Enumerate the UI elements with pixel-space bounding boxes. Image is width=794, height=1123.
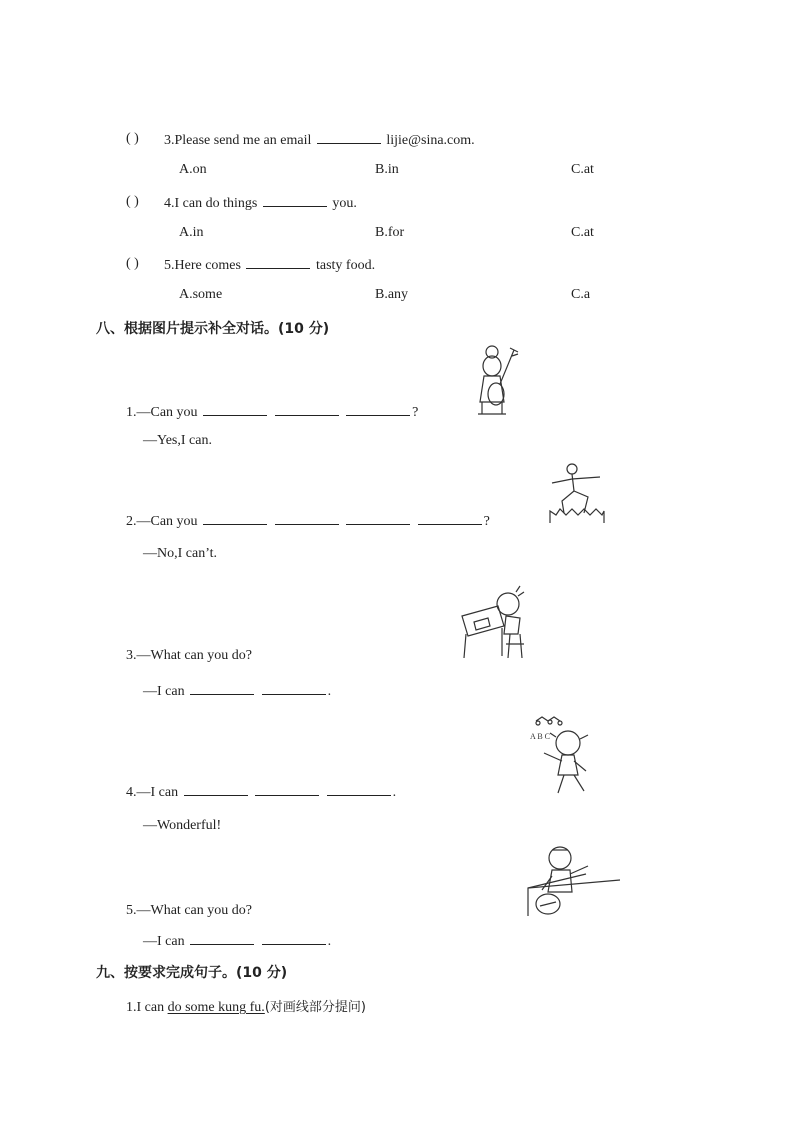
answer-blank[interactable]	[262, 932, 326, 945]
singing-girl-icon	[528, 713, 600, 797]
option-b: B.in	[375, 162, 399, 177]
question-stem	[164, 256, 375, 274]
question-stem	[164, 131, 475, 149]
stem-text: tasty food.	[315, 258, 376, 273]
sentence-prefix: 1.I can	[126, 1000, 165, 1015]
question-mark: ?	[412, 405, 419, 420]
section-8-heading: 八、根据图片提示补全对话。(10 分)	[96, 321, 330, 337]
dialog-3-answer	[143, 682, 331, 700]
dialog-4-question	[126, 783, 396, 801]
answer-blank[interactable]	[184, 783, 248, 796]
answer-blank[interactable]	[262, 682, 326, 695]
question-prefix: 4.—I can	[126, 785, 179, 800]
underlined-phrase: do some kung fu.	[167, 1000, 265, 1015]
answer-blank[interactable]	[275, 512, 339, 525]
answer-prefix: —I can	[143, 934, 185, 949]
answer-blank[interactable]	[327, 783, 391, 796]
dialog-2-question	[126, 512, 490, 530]
question-text: 1.—Can you	[126, 405, 198, 420]
answer-paren: ( )	[126, 194, 139, 209]
dialog-1-answer: —Yes,I can.	[143, 433, 212, 448]
dialog-2-answer: —No,I can’t.	[143, 546, 217, 561]
answer-paren: ( )	[126, 131, 139, 146]
answer-blank[interactable]	[203, 403, 267, 416]
pipa-girl-icon	[470, 342, 530, 420]
question-text: 2.—Can you	[126, 514, 198, 529]
section-9-heading: 九、按要求完成句子。(10 分)	[96, 965, 288, 981]
answer-blank[interactable]	[346, 403, 410, 416]
kung-fu-man-icon	[548, 461, 606, 523]
answer-paren: ( )	[126, 256, 139, 271]
instruction-note: (对画线部分提问)	[264, 1000, 366, 1015]
dialog-1-question	[126, 403, 418, 421]
answer-blank[interactable]	[275, 403, 339, 416]
stem-text: 4.I can do things	[164, 196, 258, 211]
option-a: A.in	[179, 225, 204, 240]
period: .	[392, 785, 397, 800]
dialog-5-question: 5.—What can you do?	[126, 903, 252, 918]
option-c: C.at	[571, 225, 594, 240]
period: .	[327, 934, 332, 949]
dialog-4-answer: —Wonderful!	[143, 818, 222, 833]
option-a: A.on	[179, 162, 207, 177]
answer-blank[interactable]	[203, 512, 267, 525]
period: .	[327, 684, 332, 699]
stem-text: 5.Here comes	[164, 258, 241, 273]
dialog-3-question: 3.—What can you do?	[126, 648, 252, 663]
answer-blank[interactable]	[246, 256, 310, 269]
stem-text: lijie@sina.com.	[386, 133, 475, 148]
stem-text: 3.Please send me an email	[164, 133, 312, 148]
answer-blank[interactable]	[317, 131, 381, 144]
answer-prefix: —I can	[143, 684, 185, 699]
answer-blank[interactable]	[346, 512, 410, 525]
answer-blank[interactable]	[263, 194, 327, 207]
question-mark: ?	[483, 514, 490, 529]
stem-text: you.	[332, 196, 357, 211]
dialog-5-answer	[143, 932, 331, 950]
option-b: B.for	[375, 225, 405, 240]
drawing-girl-icon	[458, 582, 530, 660]
answer-blank[interactable]	[418, 512, 482, 525]
option-b: B.any	[375, 287, 409, 302]
answer-blank[interactable]	[190, 932, 254, 945]
answer-blank[interactable]	[190, 682, 254, 695]
option-c: C.at	[571, 162, 594, 177]
abc-label: A B C	[530, 732, 551, 741]
section-9-question-1	[126, 996, 366, 1016]
option-c: C.a	[571, 287, 591, 302]
option-a: A.some	[179, 287, 223, 302]
ping-pong-boy-icon	[526, 844, 624, 918]
question-stem	[164, 194, 357, 212]
answer-blank[interactable]	[255, 783, 319, 796]
